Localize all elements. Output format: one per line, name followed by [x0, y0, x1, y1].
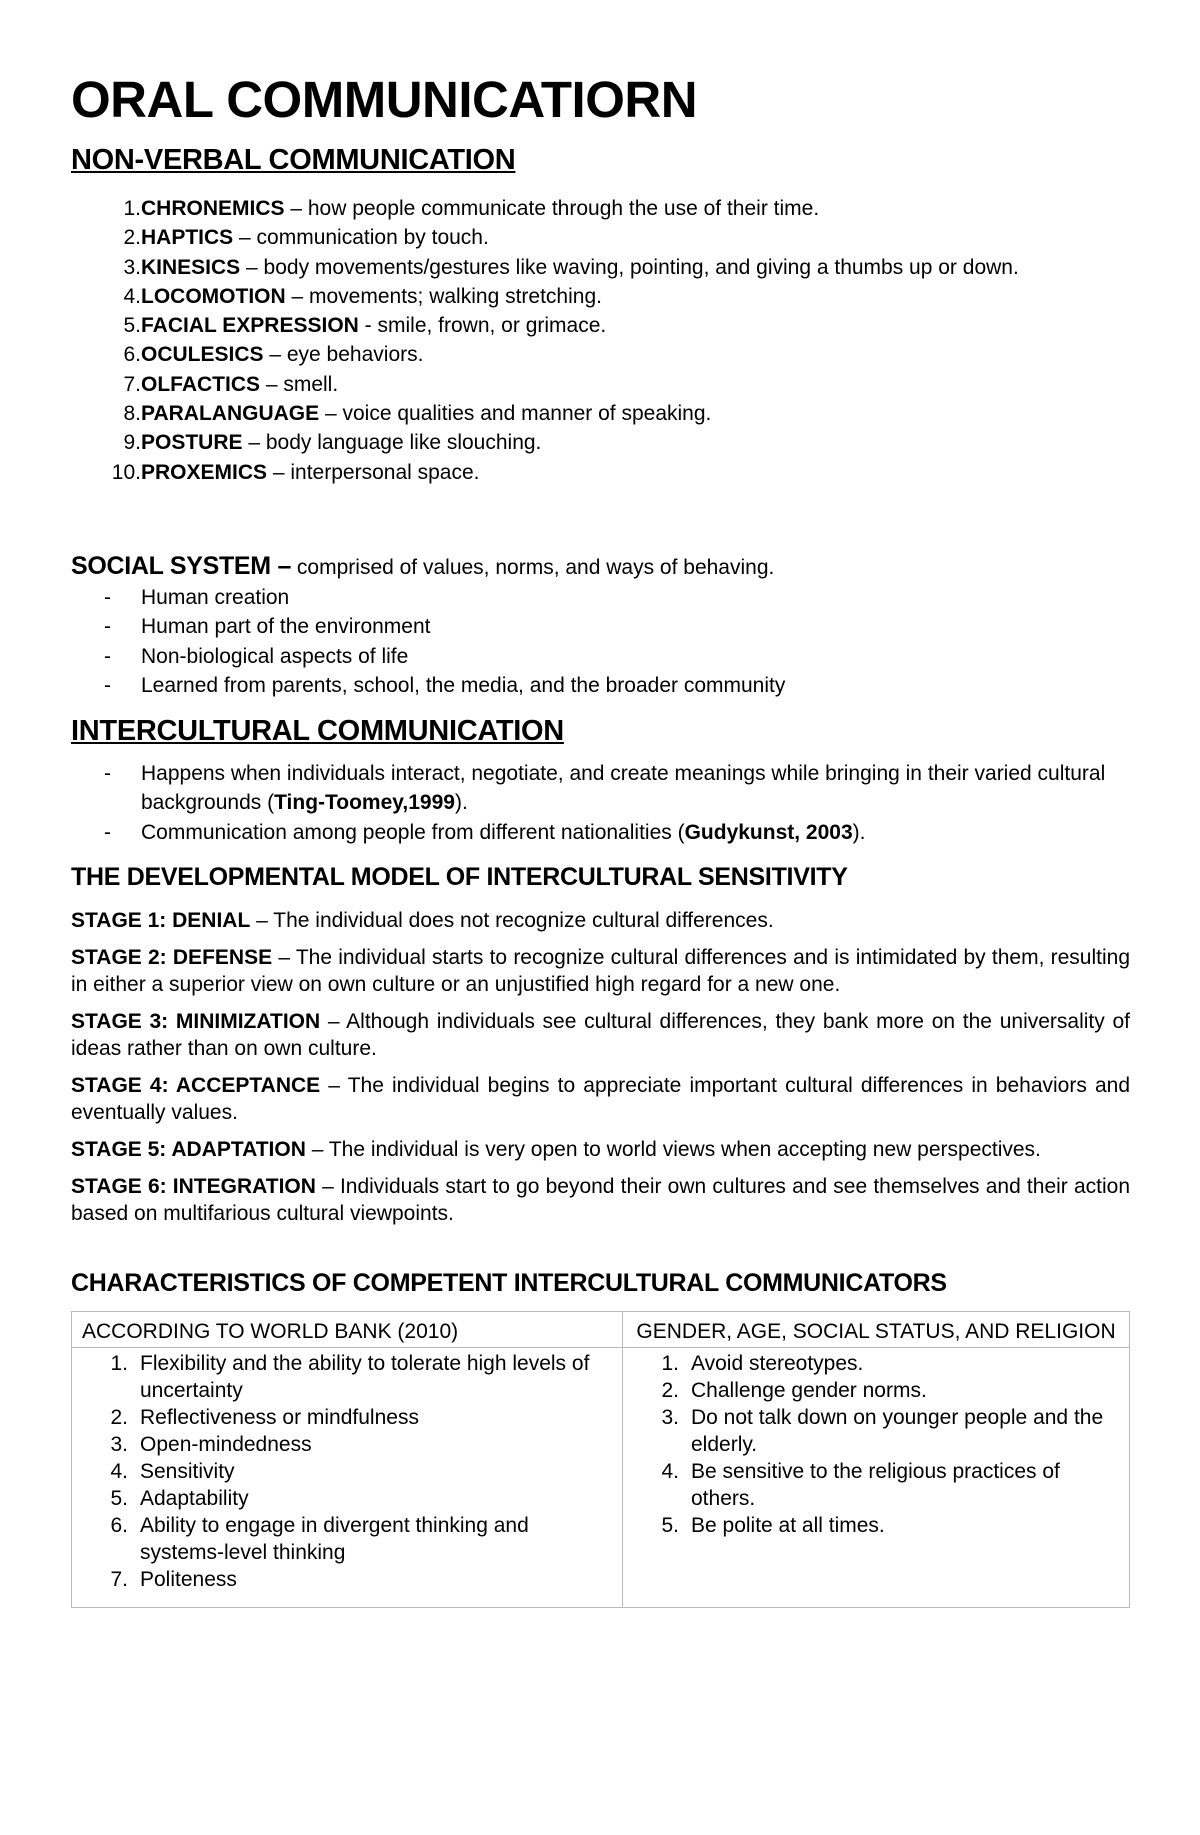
item-term: FACIAL EXPRESSION [141, 314, 359, 338]
item-description: – smell. [260, 372, 339, 396]
list-item [72, 1485, 622, 1512]
citation-close: ). [454, 791, 468, 815]
item-body [141, 194, 819, 223]
stage-list [71, 907, 1130, 1227]
list-item [623, 1350, 1129, 1377]
list-item [72, 1458, 622, 1485]
citation: Gudykunst, 2003 [684, 820, 853, 844]
item-number: 6. [123, 343, 141, 367]
item-number: 7. [110, 1568, 128, 1592]
item-text: Human part of the environment [141, 615, 431, 639]
item-term: PARALANGUAGE [141, 402, 320, 426]
list-item [71, 583, 1130, 613]
stage-description: – Although individuals see cultural differences, they bank more on the universality of ideas rather than on own culture. [71, 1010, 1130, 1061]
stage-term: STAGE 1: DENIAL [71, 909, 251, 933]
item-number: 4. [110, 1460, 128, 1484]
stage-paragraph [71, 1072, 1130, 1126]
item-number: 2. [661, 1379, 679, 1403]
item-term: OLFACTICS [141, 372, 260, 396]
gender-age-cell [623, 1348, 1130, 1608]
dash-bullet: - [104, 585, 111, 609]
list-item [71, 370, 1130, 399]
item-number: 9. [123, 431, 141, 455]
item-text: Sensitivity [140, 1460, 235, 1484]
list-item [71, 399, 1130, 428]
dash-bullet: - [104, 615, 111, 639]
stage-paragraph [71, 944, 1130, 998]
item-term: OCULESICS [141, 343, 264, 367]
nonverbal-heading: NON-VERBAL COMMUNICATION [71, 144, 516, 176]
characteristics-heading: CHARACTERISTICS OF COMPETENT INTERCULTURAL COMMUNICATORS [71, 1269, 947, 1298]
model-heading: THE DEVELOPMENTAL MODEL OF INTERCULTURAL SENSITIVITY [71, 863, 848, 892]
item-description: – body movements/gestures like waving, pointing, and giving a thumbs up or down. [240, 255, 1019, 279]
item-text: Be sensitive to the religious practices of others. [691, 1460, 1060, 1511]
list-item [71, 759, 1130, 818]
list-item [71, 253, 1130, 282]
item-text: Ability to engage in divergent thinking and systems-level thinking [140, 1514, 529, 1565]
document-title: ORAL COMMUNICATIORN [71, 71, 698, 128]
item-body [141, 282, 602, 311]
world-bank-cell [72, 1348, 623, 1608]
item-number: 1. [123, 197, 141, 220]
item-number: 7. [123, 372, 141, 396]
item-text: Be polite at all times. [691, 1514, 885, 1538]
list-item [71, 671, 1130, 701]
item-statement: Communication among people from different nationalities ( [141, 820, 685, 844]
gender-age-column-header: GENDER, AGE, SOCIAL STATUS, AND RELIGION [623, 1312, 1130, 1348]
social-system-definition [71, 551, 1130, 583]
world-bank-column-header: ACCORDING TO WORLD BANK (2010) [72, 1312, 623, 1348]
list-item [71, 194, 1130, 223]
list-item [71, 223, 1130, 252]
stage-description: – The individual does not recognize cultural differences. [250, 909, 774, 933]
item-number: 5. [110, 1487, 128, 1511]
item-description: – interpersonal space. [267, 460, 480, 484]
intercultural-heading: INTERCULTURAL COMMUNICATION [71, 714, 564, 747]
stage-description: – Individuals start to go beyond their own cultures and see themselves and their action based on multifarious cultural viewpoints. [71, 1175, 1130, 1226]
social-system-list [71, 583, 1130, 701]
item-text [141, 759, 1130, 818]
item-description: – body language like slouching. [242, 431, 542, 455]
list-item [72, 1431, 622, 1458]
item-description: – communication by touch. [233, 226, 489, 250]
list-item [72, 1566, 622, 1593]
item-text: Do not talk down on younger people and the elderly. [691, 1406, 1104, 1457]
item-text: Challenge gender norms. [691, 1379, 927, 1403]
item-body [141, 253, 1019, 282]
item-body [141, 428, 541, 457]
item-term: LOCOMOTION [141, 284, 286, 308]
list-item [623, 1404, 1129, 1458]
stage-term: STAGE 6: INTEGRATION [71, 1175, 316, 1199]
item-number: 5. [661, 1514, 679, 1538]
stage-term: STAGE 4: ACCEPTANCE [71, 1074, 321, 1098]
item-text [141, 818, 1130, 848]
item-text: Human creation [141, 585, 290, 609]
list-item [71, 642, 1130, 672]
item-number: 8. [123, 402, 141, 426]
item-description: – voice qualities and manner of speaking. [319, 402, 712, 426]
item-number: 5. [123, 314, 141, 338]
stage-paragraph [71, 907, 1130, 934]
dash-bullet: - [104, 644, 111, 668]
item-number: 6. [110, 1514, 128, 1538]
item-text: Avoid stereotypes. [691, 1352, 864, 1376]
item-number: 4. [661, 1460, 679, 1484]
item-number: 3. [123, 255, 141, 279]
list-item [71, 282, 1130, 311]
list-item [72, 1350, 622, 1404]
list-item [71, 311, 1130, 340]
item-number: 1. [110, 1352, 128, 1376]
list-item [71, 818, 1130, 848]
stage-description: – The individual is very open to world views when accepting new perspectives. [305, 1138, 1041, 1162]
item-term: CHRONEMICS [141, 197, 285, 220]
item-description: – eye behaviors. [263, 343, 424, 367]
item-number: 2. [123, 226, 141, 250]
stage-term: STAGE 5: ADAPTATION [71, 1138, 306, 1162]
stage-description: – The individual starts to recognize cultural differences and is intimidated by them, resulting in either a superior view on own culture or an unjustified high regard for a new one. [71, 946, 1131, 997]
social-system-description: comprised of values, norms, and ways of behaving. [291, 555, 775, 579]
item-text: Learned from parents, school, the media, and the broader community [141, 674, 786, 698]
item-number: 3. [661, 1406, 679, 1430]
item-number: 4. [123, 284, 141, 308]
item-text: Adaptability [140, 1487, 249, 1511]
item-text: Flexibility and the ability to tolerate high levels of uncertainty [140, 1352, 590, 1403]
item-number: 3. [110, 1433, 128, 1457]
list-item [71, 428, 1130, 457]
list-item [71, 340, 1130, 369]
list-item [623, 1377, 1129, 1404]
list-item [72, 1404, 622, 1431]
characteristics-table [71, 1311, 1130, 1608]
list-item [71, 612, 1130, 642]
item-description: - smile, frown, or grimace. [358, 314, 607, 338]
list-item [623, 1458, 1129, 1512]
item-body [141, 340, 423, 369]
item-statement: Happens when individuals interact, negotiate, and create meanings while bringing in their varied cultural backgrounds ( [141, 761, 1106, 815]
dash-bullet: - [104, 761, 111, 785]
table-header-row [72, 1312, 1130, 1348]
gender-age-list [623, 1350, 1129, 1539]
nonverbal-list [71, 194, 1130, 487]
item-body [141, 458, 480, 487]
citation-close: ). [852, 820, 866, 844]
stage-paragraph [71, 1173, 1130, 1227]
item-number: 10. [111, 460, 141, 484]
item-body [141, 399, 711, 428]
citation: Ting-Toomey,1999 [274, 791, 455, 815]
world-bank-list [72, 1350, 622, 1593]
item-term: POSTURE [141, 431, 243, 455]
stage-description: – The individual begins to appreciate important cultural differences in behaviors and eventually values. [71, 1074, 1130, 1125]
list-item [72, 1512, 622, 1566]
item-number: 1. [661, 1352, 679, 1376]
item-body [141, 311, 606, 340]
stage-term: STAGE 3: MINIMIZATION [71, 1010, 321, 1034]
list-item [623, 1512, 1129, 1539]
dash-bullet: - [104, 820, 111, 844]
table-row [72, 1348, 1130, 1608]
item-number: 2. [110, 1406, 128, 1430]
item-term: KINESICS [141, 255, 241, 279]
item-description: – how people communicate through the use of their time. [284, 197, 820, 220]
item-term: PROXEMICS [141, 460, 268, 484]
item-text: Open-mindedness [140, 1433, 312, 1457]
social-system-term: SOCIAL SYSTEM – [71, 551, 292, 580]
intercultural-list [71, 759, 1130, 848]
dash-bullet: - [104, 674, 111, 698]
item-body [141, 370, 338, 399]
stage-paragraph [71, 1136, 1130, 1163]
item-description: – movements; walking stretching. [285, 284, 602, 308]
list-item [71, 458, 1130, 487]
item-text: Non-biological aspects of life [141, 644, 409, 668]
item-body [141, 223, 489, 252]
item-term: HAPTICS [141, 226, 234, 250]
stage-term: STAGE 2: DEFENSE [71, 946, 273, 970]
item-text: Reflectiveness or mindfulness [140, 1406, 419, 1430]
stage-paragraph [71, 1008, 1130, 1062]
item-text: Politeness [140, 1568, 237, 1592]
